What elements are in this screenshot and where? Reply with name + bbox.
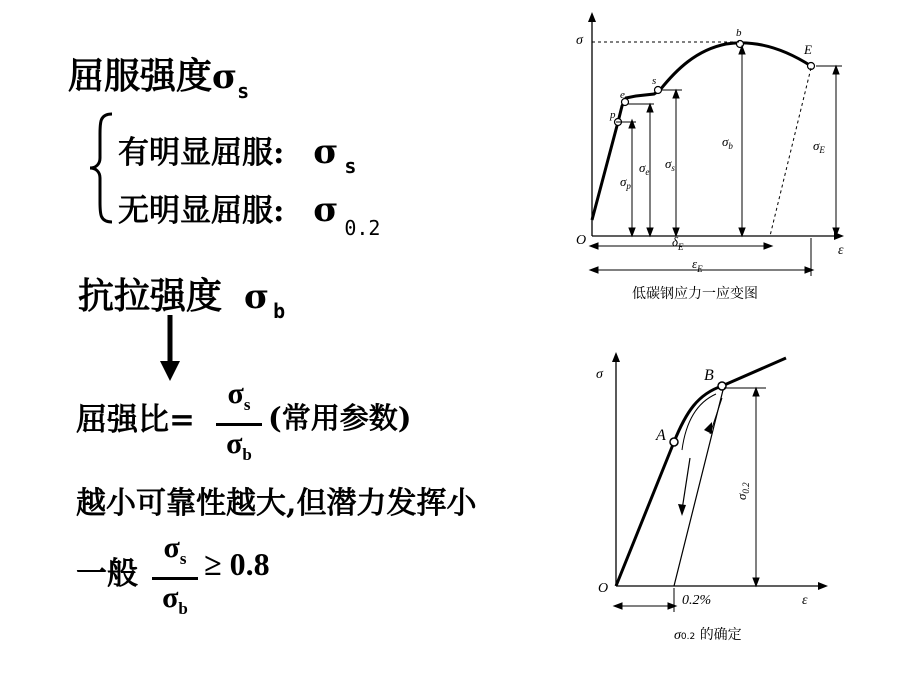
label-sigma-s: $\sigma_s$ [665,156,675,173]
offset-yield-diagram [586,350,836,630]
yield-strength-title [68,48,249,103]
caption-text: 的确定 [699,627,742,643]
yield-sigma-sub: s [237,79,250,103]
d2-sigma-axis-arrow-icon [612,352,620,362]
label-p: p [610,109,616,121]
unload-arrow-line [682,458,690,510]
reload-arrow-icon [704,422,712,434]
label-s: s [652,75,657,87]
general-den-sigma: σ [162,581,179,614]
yield-ratio-note: (常用参数) [268,401,412,435]
ratio-den-sub: b [242,445,252,464]
yield-ratio-denominator [216,428,262,471]
point-s [655,87,662,94]
diagram2-caption [674,624,742,644]
caption-sigma-sub: 0.2 [680,632,696,642]
d1-eps-axis-label: ε [838,243,844,258]
yield-ratio-description: 越小可靠性越大,但潜力发挥小 [76,486,477,521]
label-sigma-b: $\sigma_b$ [722,134,733,151]
d1-sigma-axis-label: σ [576,33,583,48]
caption-sigma: σ [674,628,681,643]
loop-path [682,394,722,450]
general-den-sub: b [178,599,188,618]
label-e: e [620,89,625,101]
obvious-yield-row [118,127,356,178]
yield-ratio-numerator [216,378,262,421]
d2-eps-axis-label: ε [802,593,808,608]
label-sigma-02: $\sigma_{0.2}$ [734,482,751,500]
general-fraction-bar [152,577,198,580]
label-E: E [804,42,812,57]
diagram1-caption: 低碳钢应力一应变图 [632,286,758,302]
obvious-yield-label: 有明显屈服: [118,135,285,171]
yield-sigma: σ [212,57,238,97]
no-obvious-yield-sigma: σ [313,190,339,230]
d2-eps-axis-arrow-icon [818,582,828,590]
yield-ratio-fraction [216,378,262,471]
unloading-dashed-line [770,68,811,236]
general-label: 一般 [76,556,138,592]
general-fraction [152,532,198,625]
yield-ratio-label: 屈强比= [76,402,195,438]
label-b: b [736,27,742,39]
label-A: A [656,427,666,444]
no-obvious-yield-row [118,185,380,240]
ratio-num-sigma: σ [227,377,244,410]
tensile-strength-label: 抗拉强度 [78,275,223,317]
no-obvious-yield-label: 无明显屈服: [118,193,285,229]
label-sigma-E: $\sigma_E$ [813,138,825,155]
sigma-axis-arrow-icon [588,12,596,22]
d2-curve [616,358,786,586]
point-B [718,382,726,390]
general-value: ≥ 0.8 [204,546,270,582]
d1-origin-label: O [576,233,587,248]
obvious-yield-sigma: σ [313,132,339,172]
no-obvious-yield-sub: 0.2 [344,216,381,240]
label-eps-E: $\varepsilon_E$ [692,256,703,274]
ratio-den-sigma: σ [226,427,243,460]
label-B: B [704,367,714,384]
brace-icon [88,112,118,224]
d2-sigma-axis-label: σ [596,367,603,382]
general-numerator [152,532,198,575]
down-arrow-icon [155,315,185,383]
label-sigma-p: $\sigma_p$ [620,174,631,191]
d2-origin-label: O [598,581,609,596]
fraction-bar [216,423,262,426]
ratio-num-sub: s [243,395,251,414]
offset-label: 0.2% [682,593,712,608]
general-num-sigma: σ [163,531,180,564]
stress-strain-diagram [566,10,856,310]
general-denominator [152,582,198,625]
label-delta-E: $\delta_E$ [672,234,684,252]
general-num-sub: s [179,549,187,568]
tensile-sigma-sub: b [273,299,286,323]
stress-strain-curve [592,43,811,220]
tensile-sigma: σ [244,277,270,317]
label-sigma-e: $\sigma_e$ [639,160,650,177]
point-A [670,438,678,446]
obvious-yield-sub: s [344,154,357,178]
yield-strength-label: 屈服强度 [68,55,213,97]
unload-arrow-icon [678,504,686,516]
